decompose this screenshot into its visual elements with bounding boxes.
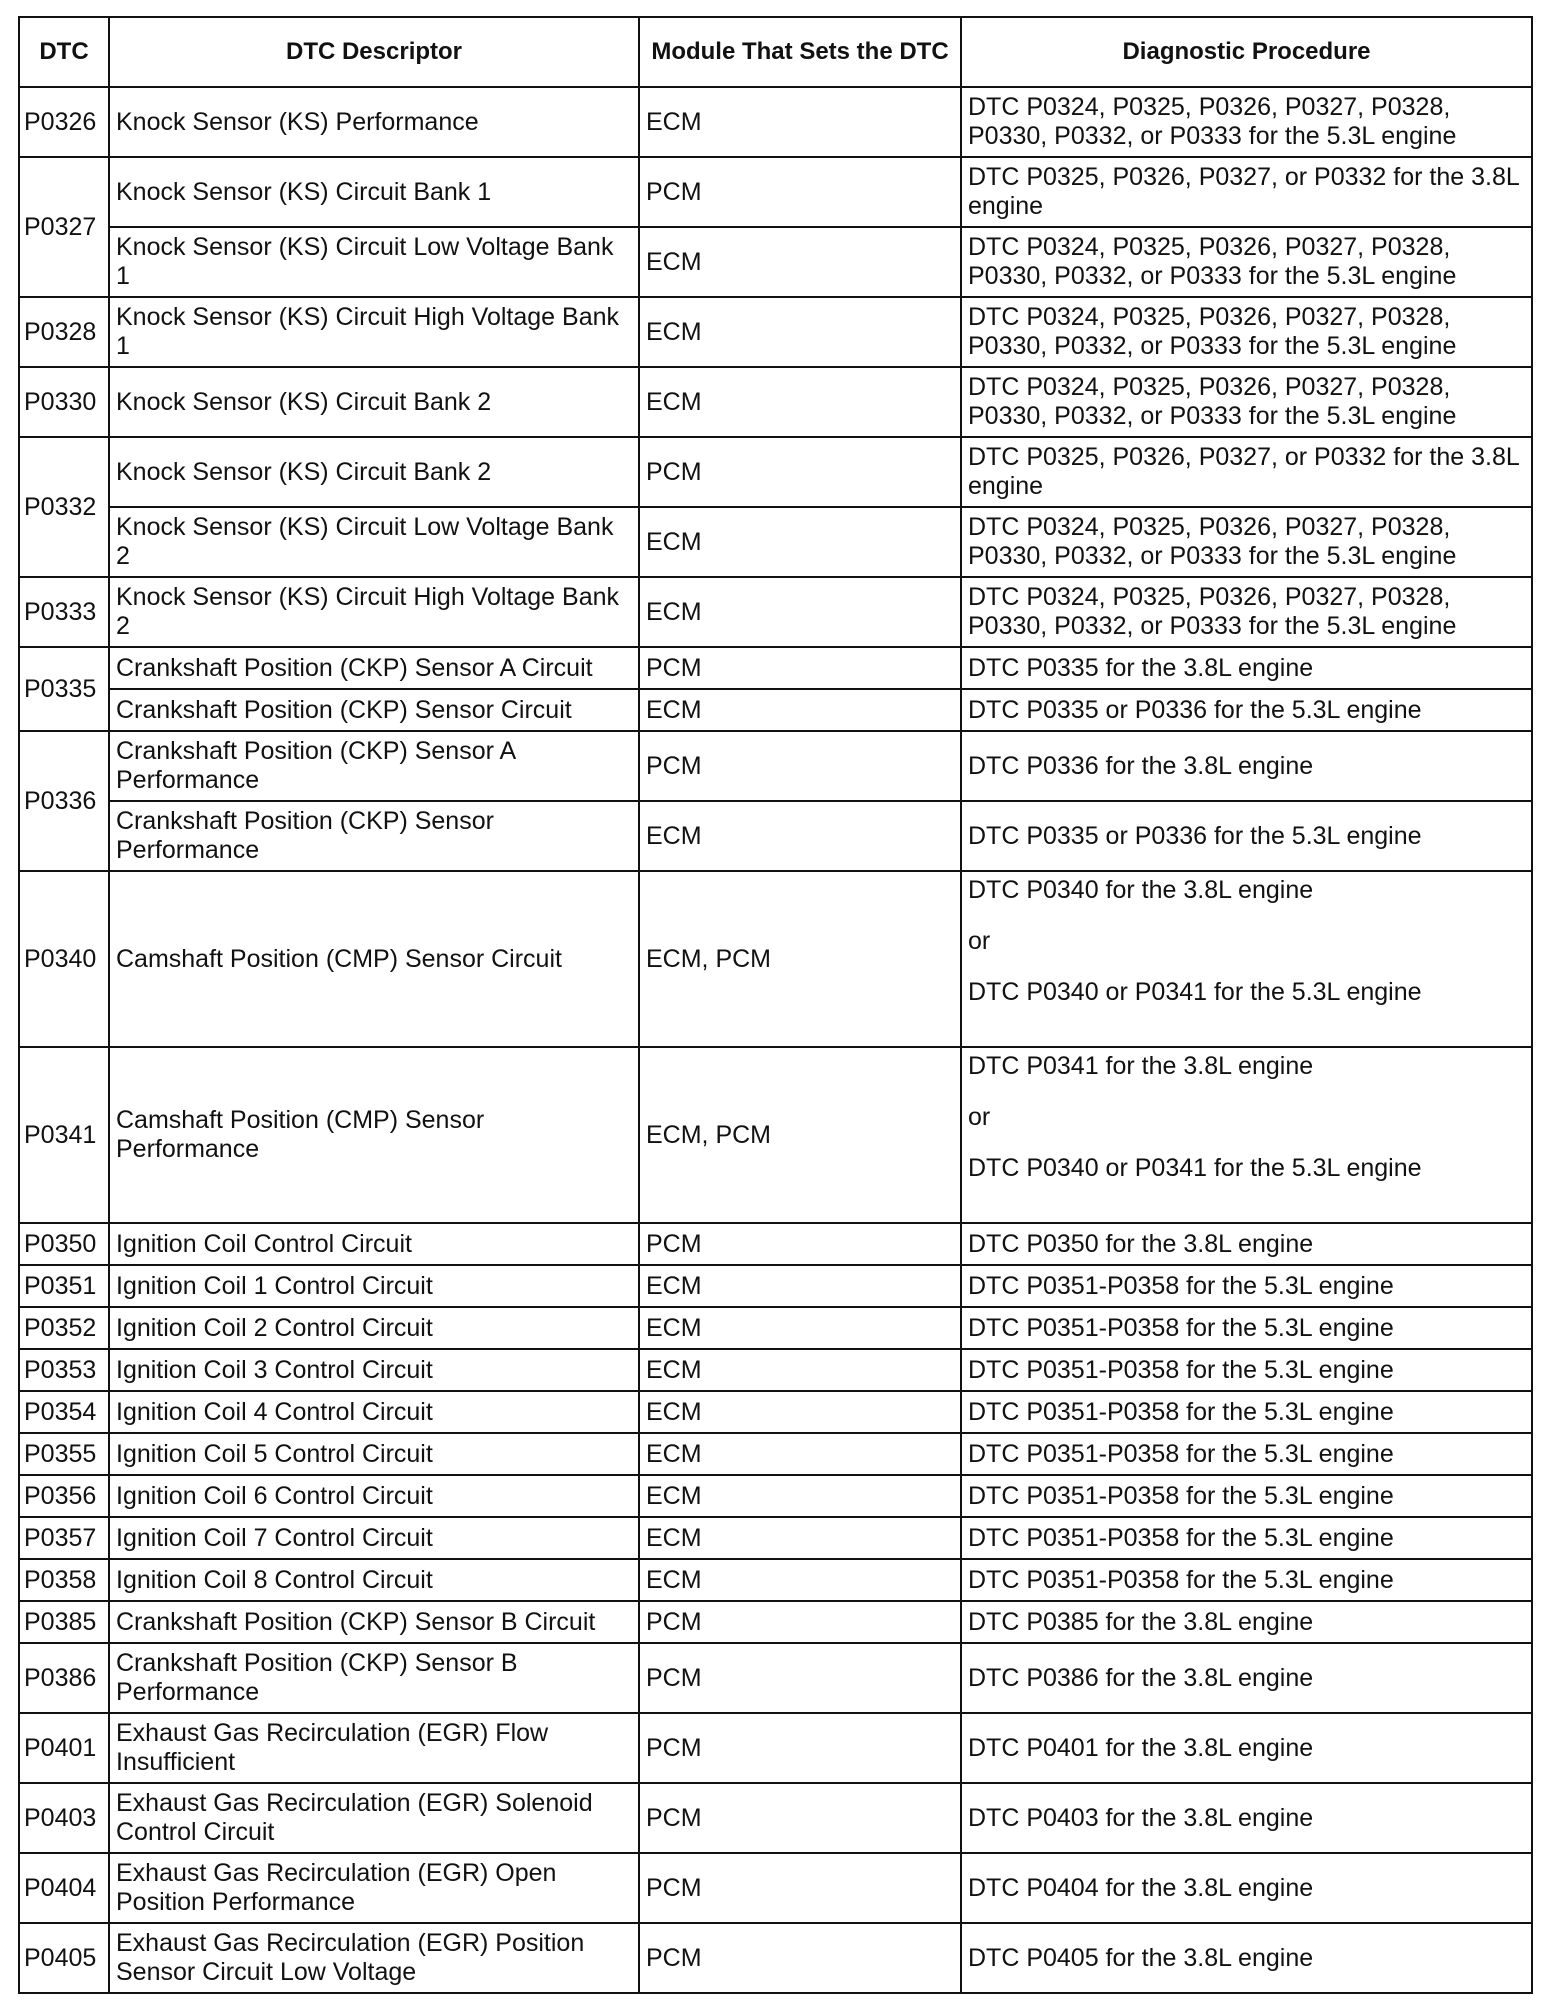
- table-row: [19, 157, 1532, 227]
- dtc-table: [18, 16, 1533, 1994]
- dtc-descriptor: Exhaust Gas Recirculation (EGR) Solenoid Control Circuit: [109, 1783, 639, 1853]
- dtc-code: P0330: [19, 367, 109, 437]
- dtc-module: ECM: [639, 801, 961, 871]
- diagnostic-procedure: [961, 1713, 1532, 1783]
- dtc-code: P0332: [19, 437, 109, 577]
- diagnostic-procedure: [961, 1391, 1532, 1433]
- procedure-line: DTC P0401 for the 3.8L engine: [968, 1733, 1314, 1762]
- diagnostic-procedure: [961, 871, 1532, 1047]
- table-row: [19, 801, 1532, 871]
- header-row: [19, 17, 1532, 87]
- dtc-descriptor: Camshaft Position (CMP) Sensor Circuit: [109, 871, 639, 1047]
- dtc-descriptor: Knock Sensor (KS) Circuit Bank 2: [109, 437, 639, 507]
- procedure-line: or: [968, 927, 991, 955]
- dtc-descriptor: Crankshaft Position (CKP) Sensor Performance: [109, 801, 639, 871]
- dtc-module: ECM: [639, 507, 961, 577]
- table-row: [19, 227, 1532, 297]
- procedure-line: DTC P0404 for the 3.8L engine: [968, 1873, 1314, 1902]
- dtc-module: ECM: [639, 1265, 961, 1307]
- dtc-code: P0401: [19, 1713, 109, 1783]
- dtc-descriptor: Camshaft Position (CMP) Sensor Performance: [109, 1047, 639, 1223]
- procedure-line: DTC P0405 for the 3.8L engine: [968, 1943, 1314, 1972]
- table-row: [19, 1783, 1532, 1853]
- dtc-code: P0335: [19, 647, 109, 731]
- procedure-line: DTC P0335 or P0336 for the 5.3L engine: [968, 695, 1422, 724]
- diagnostic-procedure: [961, 1517, 1532, 1559]
- dtc-descriptor: Crankshaft Position (CKP) Sensor A Circuit: [109, 647, 639, 689]
- dtc-code: P0333: [19, 577, 109, 647]
- dtc-descriptor: Knock Sensor (KS) Performance: [109, 87, 639, 157]
- diagnostic-procedure: [961, 1559, 1532, 1601]
- dtc-descriptor: Crankshaft Position (CKP) Sensor B Performance: [109, 1643, 639, 1713]
- procedure-line: DTC P0350 for the 3.8L engine: [968, 1229, 1314, 1258]
- dtc-descriptor: Knock Sensor (KS) Circuit High Voltage Bank 1: [109, 297, 639, 367]
- diagnostic-procedure: [961, 227, 1532, 297]
- dtc-descriptor: Ignition Coil 1 Control Circuit: [109, 1265, 639, 1307]
- procedure-line: DTC P0351-P0358 for the 5.3L engine: [968, 1313, 1394, 1342]
- diagnostic-procedure: [961, 87, 1532, 157]
- line-gap: [968, 1081, 1525, 1092]
- procedure-line: DTC P0351-P0358 for the 5.3L engine: [968, 1439, 1394, 1468]
- diagnostic-procedure: [961, 297, 1532, 367]
- procedure-line: DTC P0351-P0358 for the 5.3L engine: [968, 1523, 1394, 1552]
- procedure-line: DTC P0335 or P0336 for the 5.3L engine: [968, 821, 1422, 850]
- diagnostic-procedure: [961, 731, 1532, 801]
- table-row: [19, 1349, 1532, 1391]
- dtc-table-body: [19, 87, 1532, 1993]
- table-row: [19, 731, 1532, 801]
- dtc-module: ECM: [639, 1391, 961, 1433]
- diagnostic-procedure: [961, 647, 1532, 689]
- dtc-module: ECM: [639, 1433, 961, 1475]
- dtc-module: ECM: [639, 1349, 961, 1391]
- table-row: [19, 689, 1532, 731]
- table-row: [19, 1643, 1532, 1713]
- dtc-descriptor: Ignition Coil 8 Control Circuit: [109, 1559, 639, 1601]
- dtc-descriptor: Crankshaft Position (CKP) Sensor A Performance: [109, 731, 639, 801]
- table-row: [19, 1265, 1532, 1307]
- dtc-descriptor: Ignition Coil 4 Control Circuit: [109, 1391, 639, 1433]
- diagnostic-procedure: [961, 157, 1532, 227]
- dtc-code: P0385: [19, 1601, 109, 1643]
- procedure-line: DTC P0340 or P0341 for the 5.3L engine: [968, 1154, 1422, 1182]
- procedure-line: DTC P0325, P0326, P0327, or P0332 for the 3.8L engine: [968, 443, 1519, 500]
- table-row: [19, 647, 1532, 689]
- diagnostic-procedure: [961, 1433, 1532, 1475]
- table-row: [19, 1223, 1532, 1265]
- diagnostic-procedure: [961, 1047, 1532, 1223]
- dtc-module: ECM, PCM: [639, 871, 961, 1047]
- dtc-code: P0351: [19, 1265, 109, 1307]
- dtc-module: ECM: [639, 689, 961, 731]
- dtc-code: P0327: [19, 157, 109, 297]
- procedure-line: DTC P0324, P0325, P0326, P0327, P0328, P0330, P0332, or P0333 for the 5.3L engine: [968, 513, 1457, 570]
- table-row: [19, 1923, 1532, 1993]
- procedure-line: DTC P0351-P0358 for the 5.3L engine: [968, 1397, 1394, 1426]
- procedure-line: DTC P0340 for the 3.8L engine: [968, 876, 1314, 904]
- dtc-descriptor: Exhaust Gas Recirculation (EGR) Flow Insufficient: [109, 1713, 639, 1783]
- diagnostic-procedure: [961, 1223, 1532, 1265]
- diagnostic-procedure: [961, 689, 1532, 731]
- procedure-line: DTC P0324, P0325, P0326, P0327, P0328, P0330, P0332, or P0333 for the 5.3L engine: [968, 233, 1457, 290]
- diagnostic-procedure: [961, 577, 1532, 647]
- diagnostic-procedure: [961, 437, 1532, 507]
- dtc-code: P0341: [19, 1047, 109, 1223]
- diagnostic-procedure: [961, 1307, 1532, 1349]
- diagnostic-procedure: [961, 1643, 1532, 1713]
- dtc-code: P0386: [19, 1643, 109, 1713]
- dtc-module: PCM: [639, 1601, 961, 1643]
- procedure-line: DTC P0386 for the 3.8L engine: [968, 1663, 1314, 1692]
- dtc-descriptor: Crankshaft Position (CKP) Sensor Circuit: [109, 689, 639, 731]
- procedure-line: DTC P0403 for the 3.8L engine: [968, 1803, 1314, 1832]
- table-row: [19, 1047, 1532, 1223]
- dtc-module: ECM: [639, 367, 961, 437]
- procedure-line: DTC P0325, P0326, P0327, or P0332 for the 3.8L engine: [968, 163, 1519, 220]
- line-gap: [968, 916, 1525, 927]
- dtc-descriptor: Ignition Coil 6 Control Circuit: [109, 1475, 639, 1517]
- dtc-module: ECM: [639, 1475, 961, 1517]
- header-module: Module That Sets the DTC: [639, 17, 961, 87]
- procedure-line: DTC P0336 for the 3.8L engine: [968, 751, 1314, 780]
- dtc-module: PCM: [639, 157, 961, 227]
- dtc-code: P0358: [19, 1559, 109, 1601]
- dtc-module: ECM: [639, 87, 961, 157]
- dtc-module: ECM: [639, 227, 961, 297]
- dtc-code: P0404: [19, 1853, 109, 1923]
- table-row: [19, 1601, 1532, 1643]
- dtc-module: ECM: [639, 577, 961, 647]
- dtc-descriptor: Knock Sensor (KS) Circuit Low Voltage Bank 1: [109, 227, 639, 297]
- procedure-line: DTC P0324, P0325, P0326, P0327, P0328, P0330, P0332, or P0333 for the 5.3L engine: [968, 93, 1457, 150]
- dtc-module: PCM: [639, 1713, 961, 1783]
- procedure-line: DTC P0385 for the 3.8L engine: [968, 1607, 1314, 1636]
- table-row: [19, 1559, 1532, 1601]
- diagnostic-procedure: [961, 507, 1532, 577]
- dtc-module: PCM: [639, 1223, 961, 1265]
- diagnostic-procedure: [961, 367, 1532, 437]
- dtc-descriptor: Exhaust Gas Recirculation (EGR) Open Position Performance: [109, 1853, 639, 1923]
- dtc-descriptor: Ignition Coil 5 Control Circuit: [109, 1433, 639, 1475]
- line-gap: [968, 1092, 1525, 1103]
- table-row: [19, 1475, 1532, 1517]
- dtc-code: P0354: [19, 1391, 109, 1433]
- table-row: [19, 1853, 1532, 1923]
- dtc-module: ECM: [639, 1559, 961, 1601]
- dtc-descriptor: Knock Sensor (KS) Circuit Bank 1: [109, 157, 639, 227]
- dtc-module: ECM, PCM: [639, 1047, 961, 1223]
- dtc-module: ECM: [639, 1517, 961, 1559]
- dtc-descriptor: Crankshaft Position (CKP) Sensor B Circuit: [109, 1601, 639, 1643]
- dtc-module: ECM: [639, 297, 961, 367]
- dtc-module: PCM: [639, 437, 961, 507]
- procedure-line: DTC P0324, P0325, P0326, P0327, P0328, P0330, P0332, or P0333 for the 5.3L engine: [968, 303, 1457, 360]
- header-dtc: DTC: [19, 17, 109, 87]
- procedure-line: DTC P0341 for the 3.8L engine: [968, 1052, 1314, 1080]
- dtc-descriptor: Knock Sensor (KS) Circuit Bank 2: [109, 367, 639, 437]
- dtc-module: ECM: [639, 1307, 961, 1349]
- line-gap: [968, 1143, 1525, 1154]
- dtc-descriptor: Ignition Coil 3 Control Circuit: [109, 1349, 639, 1391]
- procedure-line: DTC P0340 or P0341 for the 5.3L engine: [968, 978, 1422, 1006]
- dtc-code: P0353: [19, 1349, 109, 1391]
- procedure-line: DTC P0351-P0358 for the 5.3L engine: [968, 1481, 1394, 1510]
- line-gap: [968, 967, 1525, 978]
- header-procedure: Diagnostic Procedure: [961, 17, 1532, 87]
- dtc-code: P0352: [19, 1307, 109, 1349]
- dtc-descriptor: Exhaust Gas Recirculation (EGR) Position Sensor Circuit Low Voltage: [109, 1923, 639, 1993]
- diagnostic-procedure: [961, 1475, 1532, 1517]
- table-row: [19, 577, 1532, 647]
- diagnostic-procedure: [961, 1853, 1532, 1923]
- table-row: [19, 871, 1532, 1047]
- procedure-line: DTC P0351-P0358 for the 5.3L engine: [968, 1355, 1394, 1384]
- table-row: [19, 1307, 1532, 1349]
- diagnostic-procedure: [961, 801, 1532, 871]
- dtc-descriptor: Ignition Coil 2 Control Circuit: [109, 1307, 639, 1349]
- dtc-code: P0328: [19, 297, 109, 367]
- table-row: [19, 87, 1532, 157]
- dtc-code: P0403: [19, 1783, 109, 1853]
- dtc-module: PCM: [639, 1853, 961, 1923]
- procedure-line: DTC P0324, P0325, P0326, P0327, P0328, P0330, P0332, or P0333 for the 5.3L engine: [968, 583, 1457, 640]
- dtc-code: P0326: [19, 87, 109, 157]
- dtc-descriptor: Ignition Coil Control Circuit: [109, 1223, 639, 1265]
- line-gap: [968, 1132, 1525, 1143]
- procedure-line: DTC P0351-P0358 for the 5.3L engine: [968, 1271, 1394, 1300]
- procedure-line: DTC P0324, P0325, P0326, P0327, P0328, P0330, P0332, or P0333 for the 5.3L engine: [968, 373, 1457, 430]
- dtc-module: PCM: [639, 1643, 961, 1713]
- dtc-descriptor: Knock Sensor (KS) Circuit Low Voltage Bank 2: [109, 507, 639, 577]
- diagnostic-procedure: [961, 1783, 1532, 1853]
- dtc-code: P0356: [19, 1475, 109, 1517]
- table-row: [19, 1433, 1532, 1475]
- header-descriptor: DTC Descriptor: [109, 17, 639, 87]
- dtc-module: PCM: [639, 1783, 961, 1853]
- diagnostic-procedure: [961, 1923, 1532, 1993]
- table-row: [19, 297, 1532, 367]
- line-gap: [968, 956, 1525, 967]
- diagnostic-procedure: [961, 1349, 1532, 1391]
- table-row: [19, 1517, 1532, 1559]
- line-gap: [968, 905, 1525, 916]
- dtc-module: PCM: [639, 647, 961, 689]
- dtc-module: PCM: [639, 1923, 961, 1993]
- dtc-code: P0357: [19, 1517, 109, 1559]
- dtc-code: P0350: [19, 1223, 109, 1265]
- dtc-code: P0405: [19, 1923, 109, 1993]
- procedure-line: DTC P0351-P0358 for the 5.3L engine: [968, 1565, 1394, 1594]
- procedure-line: DTC P0335 for the 3.8L engine: [968, 653, 1314, 682]
- dtc-module: PCM: [639, 731, 961, 801]
- diagnostic-procedure: [961, 1601, 1532, 1643]
- dtc-descriptor: Knock Sensor (KS) Circuit High Voltage Bank 2: [109, 577, 639, 647]
- dtc-code: P0355: [19, 1433, 109, 1475]
- dtc-code: P0340: [19, 871, 109, 1047]
- dtc-descriptor: Ignition Coil 7 Control Circuit: [109, 1517, 639, 1559]
- table-row: [19, 437, 1532, 507]
- dtc-code: P0336: [19, 731, 109, 871]
- table-row: [19, 367, 1532, 437]
- procedure-line: or: [968, 1103, 991, 1131]
- diagnostic-procedure: [961, 1265, 1532, 1307]
- table-row: [19, 1391, 1532, 1433]
- table-row: [19, 507, 1532, 577]
- table-row: [19, 1713, 1532, 1783]
